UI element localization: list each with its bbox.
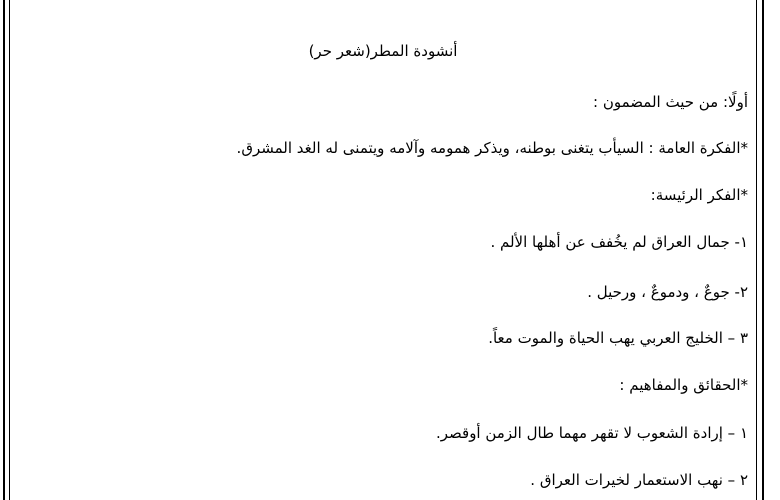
facts-heading: *الحقائق والمفاهيم : bbox=[619, 376, 748, 394]
page-border-inner-left bbox=[9, 0, 10, 500]
fact-item: ١ – إرادة الشعوب لا تقهر مهما طال الزمن أوقصر. bbox=[435, 424, 748, 442]
fact-item: ٢ – نهب الاستعمار لخيرات العراق . bbox=[530, 471, 748, 489]
document-title: أنشودة المطر(شعر حر) bbox=[308, 42, 458, 60]
general-idea-line: *الفكرة العامة : السيأب يتغنى بوطنه، ويذكر همومه وآلامه ويتمنى له الغد المشرق. bbox=[236, 139, 748, 157]
page-border-inner-right bbox=[756, 0, 757, 500]
section-heading-content: أولًا: من حيث المضمون : bbox=[593, 93, 748, 111]
document-page bbox=[12, 0, 754, 500]
main-ideas-heading: *الفكر الرئيسة: bbox=[650, 186, 748, 204]
main-idea-item: ١- جمال العراق لم يخُفف عن أهلها الألم . bbox=[490, 233, 748, 251]
page-margin bbox=[766, 0, 780, 500]
main-idea-item: ٣ – الخليج العربي يهب الحياة والموت معاً. bbox=[488, 329, 748, 347]
main-idea-item: ٢- جوعٌ ، ودموعٌ ، ورحيل . bbox=[587, 283, 748, 301]
page-border-outer-right bbox=[762, 0, 764, 500]
page-border-outer-left bbox=[3, 0, 5, 500]
